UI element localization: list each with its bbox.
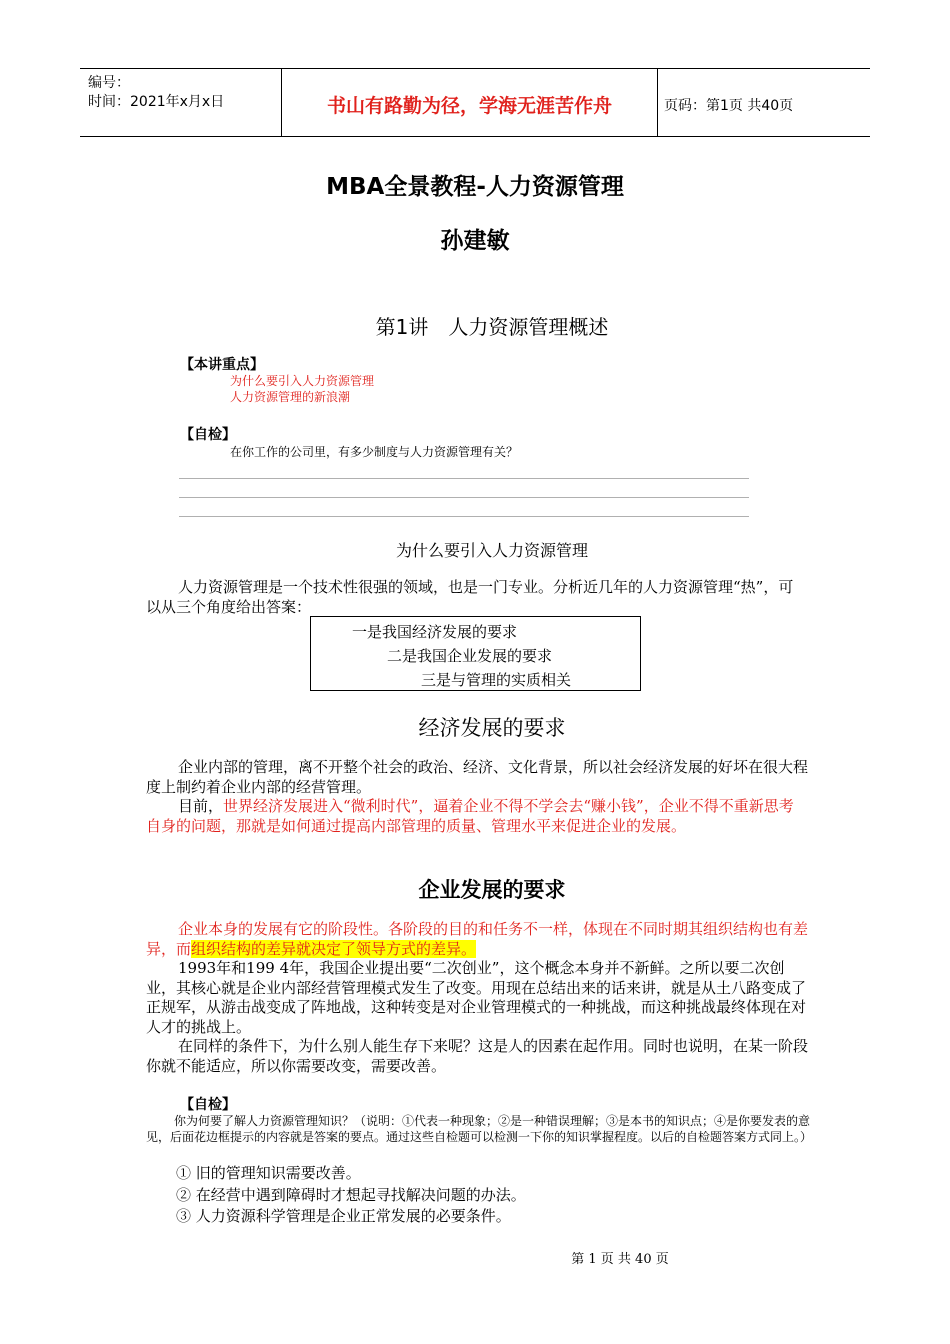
section-why-paragraph bbox=[146, 578, 808, 617]
answer-line bbox=[179, 516, 749, 517]
paragraph-text: 企业内部的管理，离不开整个社会的政治、经济、文化背景，所以社会经济发展的好坏在很大程度上制约着企业内部的经营管理。 bbox=[146, 758, 809, 796]
answer-item: 三是与管理的实质相关 bbox=[421, 671, 572, 689]
lecture-title: 第1讲 人力资源管理概述 bbox=[375, 315, 609, 339]
section-enterprise-body bbox=[146, 920, 808, 1076]
answer-line bbox=[179, 478, 749, 479]
section-economic-body bbox=[146, 758, 808, 836]
self-check-label: 【自检】 bbox=[180, 1097, 236, 1113]
document-date-label: 时间：2021年x月x日 bbox=[88, 94, 225, 110]
paragraph-text: 人力资源管理是一个技术性很强的领域，也是一门专业。分析近几年的人力资源管理“热”，可以从三个角度给出答案： bbox=[146, 578, 794, 616]
paragraph-text: 1993年和199 4年，我国企业提出要“二次创业”，这个概念本身并不新鲜。之所以要二次创业，其核心就是企业内部经营管理模式发生了改变。用现在总结出来的话来讲，就是从土八路变成了正规军，从游击战变成了阵地战，这种转变是对企业管理模式的一种挑战，而这种挑战最终体现在对人才的挑战上。 bbox=[146, 959, 807, 1036]
header-page-cell bbox=[658, 69, 870, 136]
answer-line bbox=[179, 497, 749, 498]
self-check-explanation: 你为何要了解人力资源管理知识？（说明：①代表一种现象；②是一种错误理解；③是本书的知识点；④是你要发表的意见，后面花边框提示的内容就是答案的要点。通过这些自检题可以检测一下你的知识掌握程度。以后的自检题答案方式同上。） bbox=[146, 1114, 813, 1144]
key-points-label: 【本讲重点】 bbox=[180, 357, 264, 373]
paragraph-text bbox=[146, 797, 808, 836]
red-emphasis-text: 企业本身的发展有它的阶段性。各阶段的目的和任务不一样，体现在不同时期其组织结构也有差异，而 bbox=[146, 920, 809, 958]
self-check-label: 【自检】 bbox=[180, 427, 236, 443]
page-footer: 第 1 页 共 40 页 bbox=[571, 1252, 669, 1267]
self-check-option: ② 在经营中遇到障碍时才想起寻找解决问题的办法。 bbox=[176, 1186, 526, 1204]
section-title-economic: 经济发展的要求 bbox=[418, 716, 566, 740]
red-emphasis-text: 世界经济发展进入“微利时代”，逼着企业不得不学会去“赚小钱”，企业不得不重新思考自身的问题，那就是如何通过提高内部管理的质量、管理水平来促进企业的发展。 bbox=[146, 797, 794, 835]
section-title-enterprise: 企业发展的要求 bbox=[418, 878, 566, 902]
document-title: MBA全景教程-人力资源管理 bbox=[326, 174, 624, 200]
header-page-label: 页码：第1页 共40页 bbox=[664, 98, 794, 114]
document-author: 孙建敏 bbox=[440, 228, 510, 254]
self-check-option: ① 旧的管理知识需要改善。 bbox=[176, 1164, 361, 1182]
header-motto: 书山有路勤为径，学海无涯苦作舟 bbox=[326, 95, 612, 117]
paragraph-text bbox=[146, 920, 808, 959]
paragraph-text: 在同样的条件下，为什么别人能生存下来呢？这是人的因素在起作用。同时也说明，在某一阶段你就不能适应，所以你需要改变，需要改善。 bbox=[146, 1037, 809, 1075]
highlighted-text: 组织结构的差异就决定了领导方式的差异。 bbox=[191, 939, 477, 958]
answer-box bbox=[310, 616, 641, 691]
header-info-cell bbox=[80, 69, 282, 136]
key-point-item: 为什么要引入人力资源管理 bbox=[230, 374, 375, 388]
document-header bbox=[80, 68, 870, 137]
document-number-label: 编号： bbox=[88, 75, 130, 91]
answer-item: 二是我国企业发展的要求 bbox=[387, 647, 553, 665]
self-check-option: ③ 人力资源科学管理是企业正常发展的必要条件。 bbox=[176, 1207, 511, 1225]
paragraph-prefix: 目前， bbox=[178, 797, 224, 815]
self-check-question: 在你工作的公司里，有多少制度与人力资源管理有关？ bbox=[230, 445, 519, 459]
header-motto-cell bbox=[282, 69, 658, 136]
section-title-why: 为什么要引入人力资源管理 bbox=[395, 541, 588, 560]
key-point-item: 人力资源管理的新浪潮 bbox=[230, 390, 351, 404]
answer-item: 一是我国经济发展的要求 bbox=[352, 623, 518, 641]
